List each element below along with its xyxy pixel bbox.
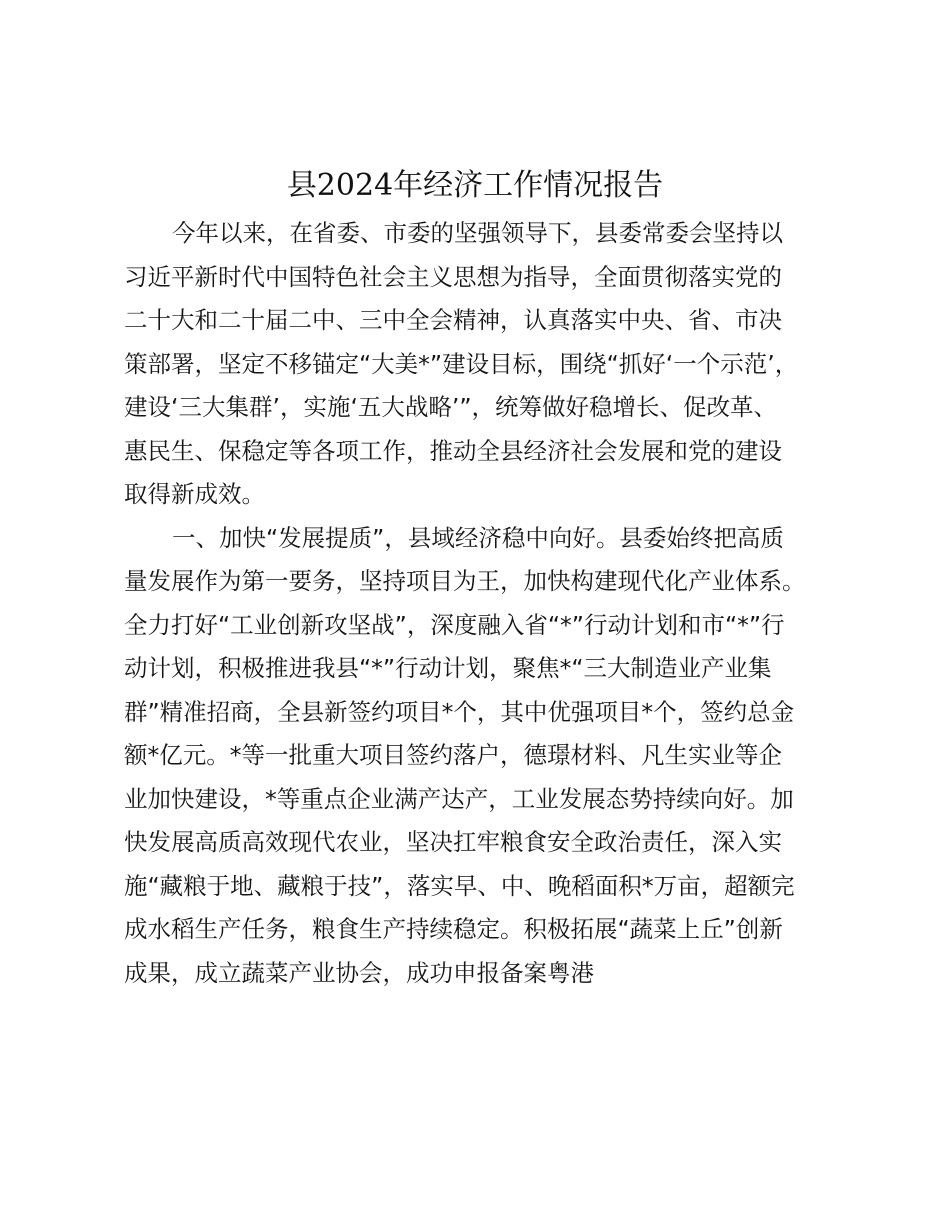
text-line: 今年以来，在省委、市委的坚强领导下，县委常委会坚持以: [172, 219, 783, 247]
text-line: 业加快建设，*等重点企业满产达产，工业发展态势持续向好。加: [124, 784, 794, 813]
text-line: 额*亿元。*等一批重大项目签约落户，德璟材料、凡生实业等企: [124, 741, 782, 769]
text-line: 群”精准招商，全县新签约项目*个，其中优强项目*个，签约总金: [124, 697, 795, 726]
text-line: 成水稻生产任务，粮食生产持续稳定。积极拓展“蔬菜上丘”创新: [124, 915, 783, 943]
text-line: 动计划，积极推进我县“*”行动计划，聚焦*“三大制造业产业集: [124, 654, 772, 682]
text-line: 习近平新时代中国特色社会主义思想为指导，全面贯彻落实党的: [124, 262, 782, 291]
text-line: 取得新成效。: [124, 480, 265, 508]
text-line: 量发展作为第一要务，坚持项目为王，加快构建现代化产业体系。: [124, 567, 806, 595]
text-line: 全力打好“工业创新攻坚战”，深度融入省“*”行动计划和市“*”行: [124, 610, 785, 639]
document-title: 县2024年经济工作情况报告: [286, 168, 664, 203]
text-line: 策部署，坚定不移锚定“大美*”建设目标，围绕“抓好‘一个示范’，: [124, 349, 799, 378]
text-line: 成果，成立蔬菜产业协会，成功申报备案粤港: [124, 958, 594, 987]
text-line: 施“藏粮于地、藏粮于技”，落实早、中、晚稻面积*万亩，超额完: [124, 871, 795, 900]
paragraph-section-one: [124, 517, 840, 996]
text-line: 一、加快“发展提质”，县域经济稳中向好。县委始终把高质: [172, 523, 784, 552]
paragraph-intro: [124, 212, 840, 517]
document-body: [124, 212, 840, 995]
text-line: 惠民生、保稳定等各项工作，推动全县经济社会发展和党的建设: [124, 436, 782, 465]
text-line: 建设‘三大集群’，实施‘五大战略’”，统筹做好稳增长、促改革、: [124, 393, 778, 421]
text-line: 快发展高质高效现代农业，坚决扛牢粮食安全政治责任，深入实: [124, 828, 782, 856]
text-line: 二十大和二十届二中、三中全会精神，认真落实中央、省、市决: [124, 306, 782, 334]
